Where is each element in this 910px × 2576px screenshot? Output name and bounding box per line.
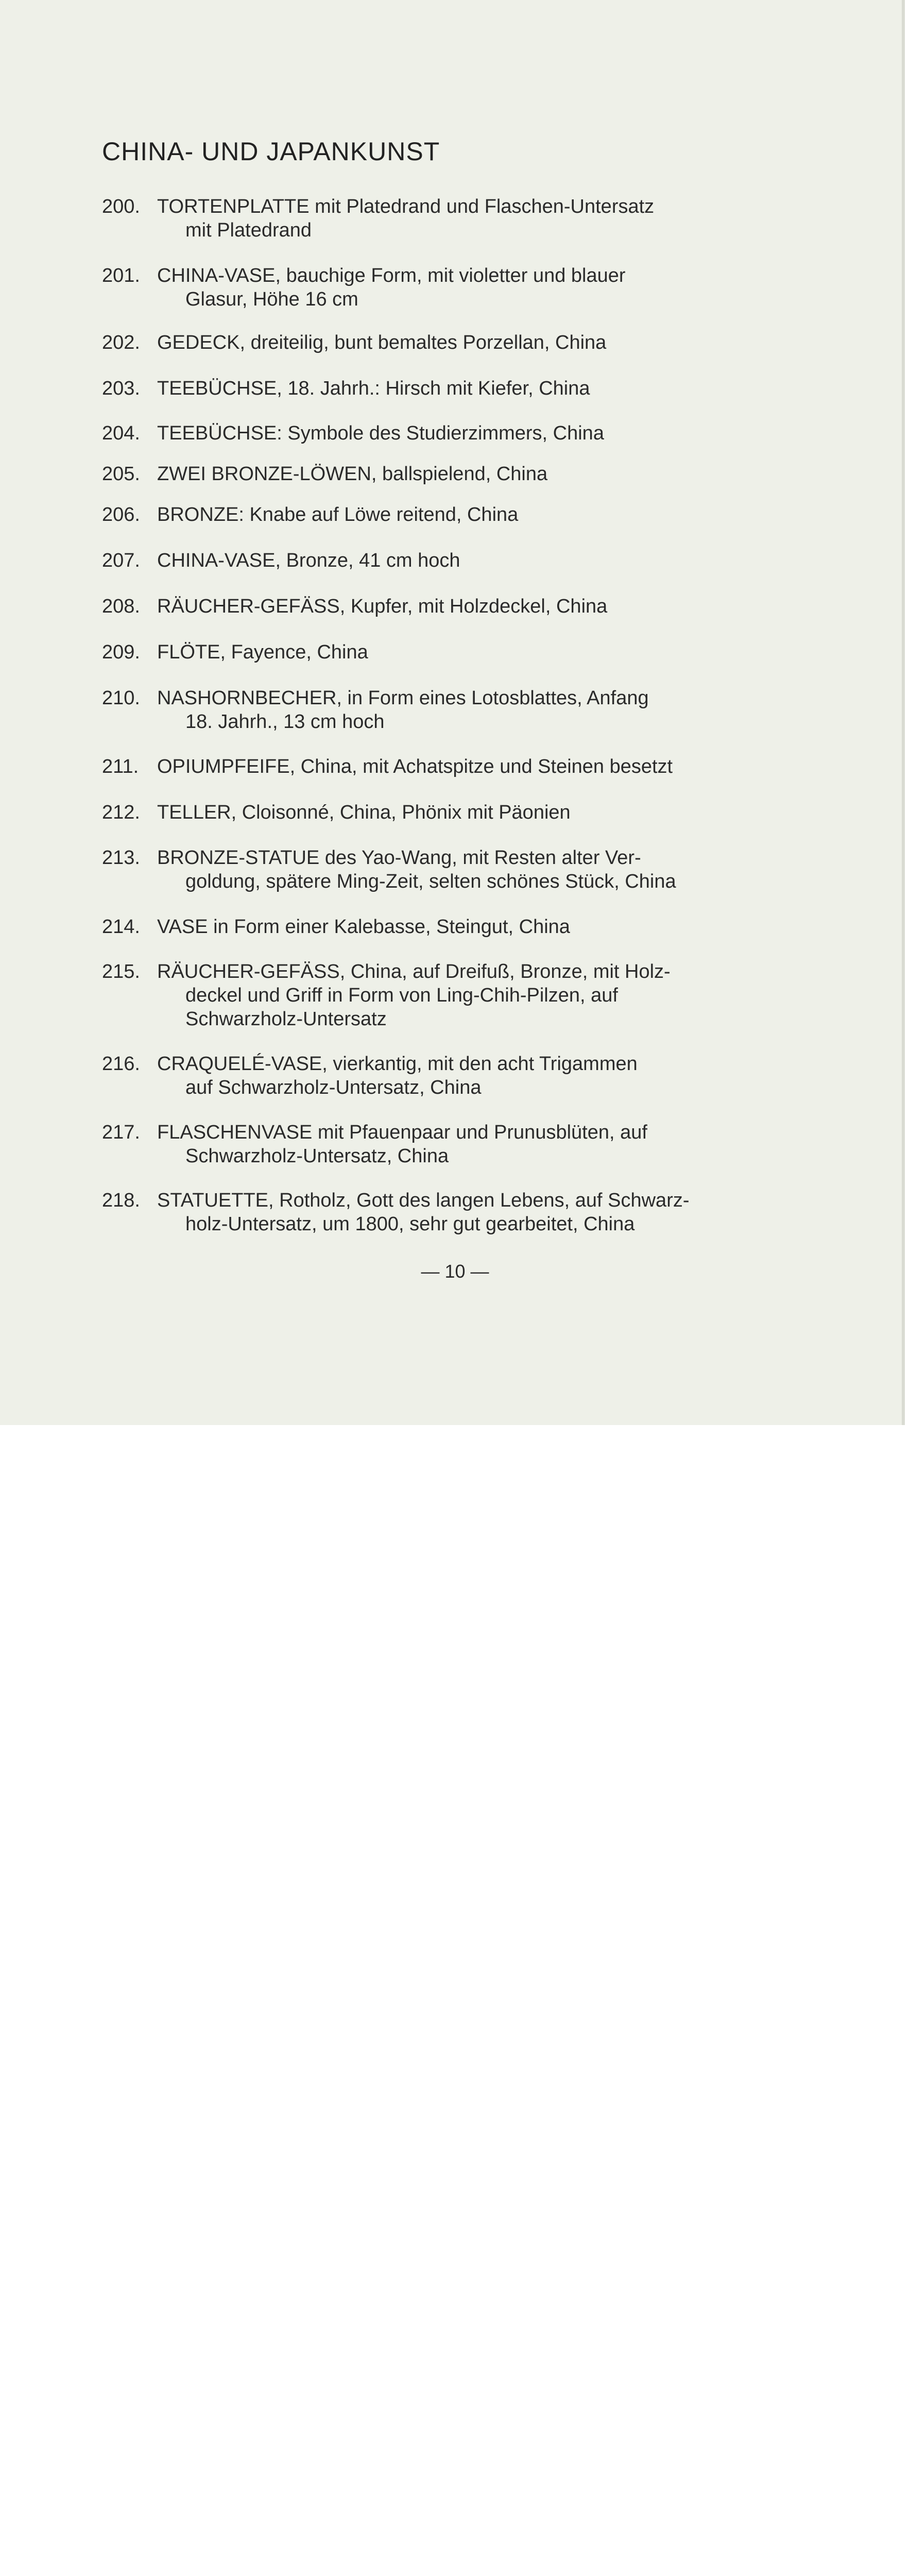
entry-line: Schwarzholz-Untersatz xyxy=(185,1008,387,1030)
entry-description xyxy=(157,846,760,893)
entry-number: 217. xyxy=(102,1122,140,1143)
entry-description xyxy=(157,960,760,1031)
entry-number: 214. xyxy=(102,916,140,938)
entry-line: NASHORNBECHER, in Form eines Lotosblattes, Anfang xyxy=(157,687,649,709)
entry-description xyxy=(157,640,760,664)
entry-description xyxy=(157,686,760,734)
entry-line: goldung, spätere Ming-Zeit, selten schönes Stück, China xyxy=(185,871,676,892)
entry-line: RÄUCHER-GEFÄSS, Kupfer, mit Holzdeckel, China xyxy=(157,596,608,617)
entry-line: CRAQUELÉ-VASE, vierkantig, mit den acht Trigammen xyxy=(157,1053,638,1075)
entry-line: BRONZE: Knabe auf Löwe reitend, China xyxy=(157,504,519,526)
digitization-footer xyxy=(0,1425,910,1496)
entry-number: 205. xyxy=(102,463,140,485)
entry-description xyxy=(157,421,760,445)
entry-line: deckel und Griff in Form von Ling-Chih-Pilzen, auf xyxy=(185,985,618,1006)
entry-number: 206. xyxy=(102,504,140,526)
entry-description xyxy=(157,462,760,486)
entry-line: TEEBÜCHSE, 18. Jahrh.: Hirsch mit Kiefer, China xyxy=(157,378,590,399)
entry-line: TELLER, Cloisonné, China, Phönix mit Päonien xyxy=(157,802,571,823)
entry-description xyxy=(157,801,760,824)
entry-description xyxy=(157,331,760,354)
entry-line: BRONZE-STATUE des Yao-Wang, mit Resten alter Ver- xyxy=(157,847,641,869)
entry-line: TEEBÜCHSE: Symbole des Studierzimmers, China xyxy=(157,422,604,444)
entry-number: 216. xyxy=(102,1053,140,1075)
entry-number: 203. xyxy=(102,378,140,399)
entry-line: mit Platedrand xyxy=(185,219,312,241)
entry-number: 213. xyxy=(102,847,140,869)
entry-description xyxy=(157,549,760,572)
entry-number: 204. xyxy=(102,422,140,444)
entry-line: FLASCHENVASE mit Pfauenpaar und Prunusblüten, auf xyxy=(157,1122,647,1143)
entry-number: 210. xyxy=(102,687,140,709)
entry-line: holz-Untersatz, um 1800, sehr gut gearbeitet, China xyxy=(185,1213,635,1235)
entry-description xyxy=(157,377,760,400)
entry-number: 200. xyxy=(102,196,140,217)
entry-number: 211. xyxy=(102,756,139,777)
entry-line: GEDECK, dreiteilig, bunt bemaltes Porzellan, China xyxy=(157,332,607,353)
entry-line: Glasur, Höhe 16 cm xyxy=(185,289,358,310)
entry-number: 215. xyxy=(102,961,140,982)
entry-line: FLÖTE, Fayence, China xyxy=(157,641,368,663)
entry-line: CHINA-VASE, bauchige Form, mit violetter und blauer xyxy=(157,265,626,286)
entry-line: CHINA-VASE, Bronze, 41 cm hoch xyxy=(157,550,460,571)
page-heading: CHINA- UND JAPANKUNST xyxy=(102,137,440,166)
entry-description xyxy=(157,1121,760,1168)
entry-description xyxy=(157,915,760,939)
entry-number: 201. xyxy=(102,265,140,286)
entry-line: auf Schwarzholz-Untersatz, China xyxy=(185,1077,482,1098)
entry-description xyxy=(157,1189,760,1236)
entry-line: OPIUMPFEIFE, China, mit Achatspitze und Steinen besetzt xyxy=(157,756,673,777)
entry-line: Schwarzholz-Untersatz, China xyxy=(185,1145,449,1167)
entry-line: VASE in Form einer Kalebasse, Steingut, China xyxy=(157,916,570,938)
entry-description xyxy=(157,264,760,311)
entry-line: RÄUCHER-GEFÄSS, China, auf Dreifuß, Bronze, mit Holz- xyxy=(157,961,671,982)
entry-number: 218. xyxy=(102,1190,140,1211)
page-number: — 10 — xyxy=(421,1261,489,1282)
entry-line: TORTENPLATTE mit Platedrand und Flaschen-Untersatz xyxy=(157,196,655,217)
entry-description xyxy=(157,1052,760,1099)
entry-number: 202. xyxy=(102,332,140,353)
entry-number: 212. xyxy=(102,802,140,823)
entry-number: 207. xyxy=(102,550,140,571)
entry-description xyxy=(157,595,760,618)
entry-line: STATUETTE, Rotholz, Gott des langen Lebens, auf Schwarz- xyxy=(157,1190,690,1211)
entry-line: 18. Jahrh., 13 cm hoch xyxy=(185,711,385,733)
entry-description xyxy=(157,195,760,242)
entry-description xyxy=(157,503,760,527)
entry-number: 209. xyxy=(102,641,140,663)
entry-number: 208. xyxy=(102,596,140,617)
entry-description xyxy=(157,755,760,778)
entry-line: ZWEI BRONZE-LÖWEN, ballspielend, China xyxy=(157,463,548,485)
